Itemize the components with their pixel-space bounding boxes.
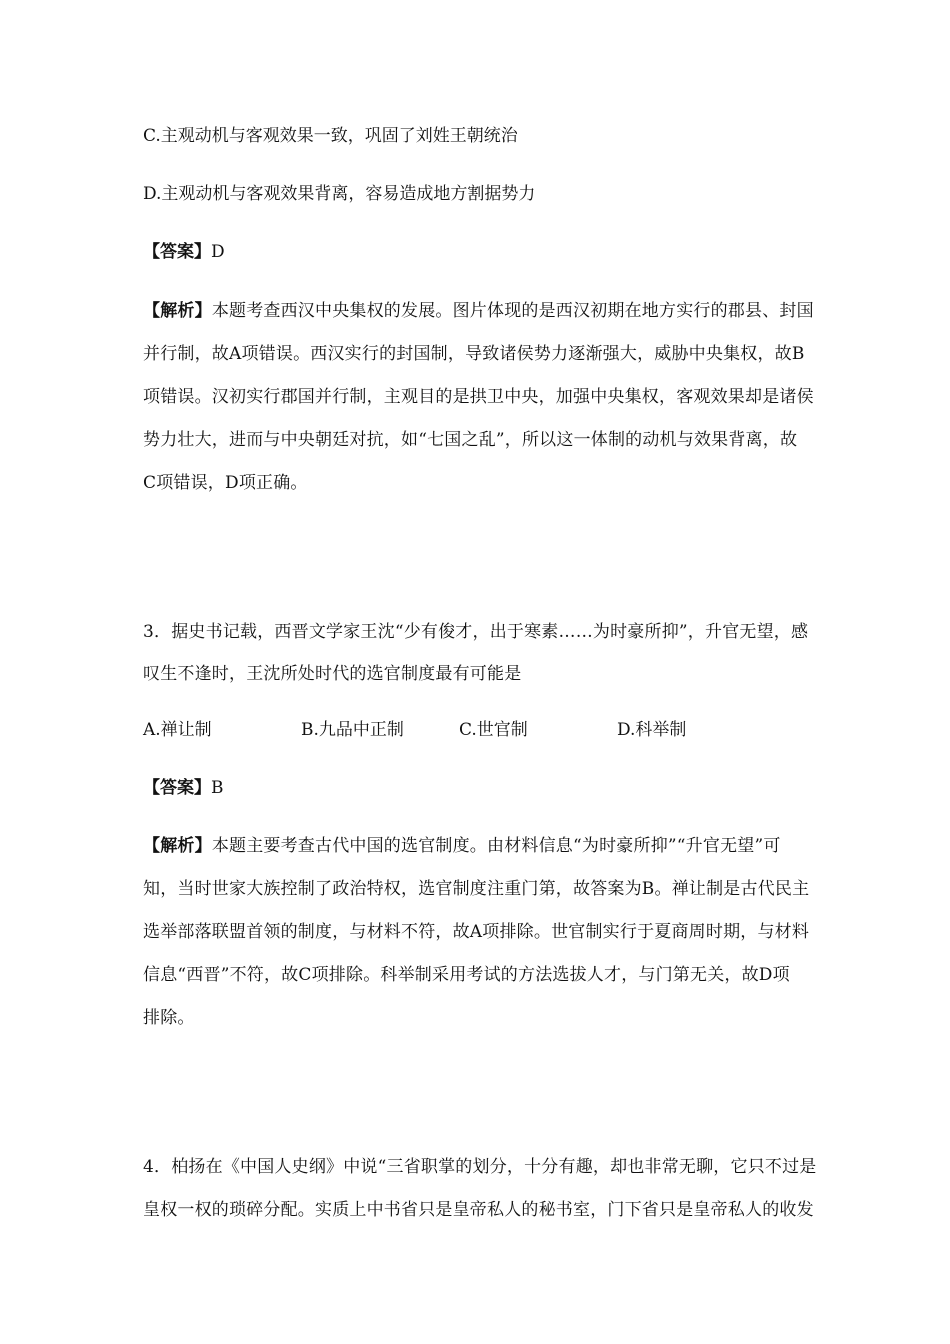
q2-analysis-line: 项错误。汉初实行郡国并行制，主观目的是拱卫中央，加强中央集权，客观效果却是诸侯 <box>143 387 814 407</box>
q3-analysis-line: 选举部落联盟首领的制度，与材料不符，故A项排除。世官制实行于夏商周时期，与材料 <box>143 922 810 942</box>
q2-option-c: C.主观动机与客观效果一致，巩固了刘姓王朝统治 <box>143 126 518 146</box>
q2-analysis-line: 【解析】本题考查西汉中央集权的发展。图片体现的是西汉初期在地方实行的郡县、封国 <box>143 301 814 321</box>
q3-answer <box>143 776 224 800</box>
q2-analysis-line: 并行制，故A项错误。西汉实行的封国制，导致诸侯势力逐渐强大，威胁中央集权，故B <box>143 344 805 364</box>
q3-stem-line: 3．据史书记载，西晋文学家王沈“少有俊才，出于寒素……为时豪所抑”，升官无望，感 <box>143 622 809 642</box>
q4-stem-line: 皇权一权的琐碎分配。实质上中书省只是皇帝私人的秘书室，门下省只是皇帝私人的收发 <box>143 1200 814 1220</box>
q3-analysis-line: 知，当时世家大族控制了政治特权，选官制度注重门第，故答案为B。禅让制是古代民主 <box>143 879 810 899</box>
q2-answer <box>143 240 225 264</box>
q2-analysis-tag: 【解析】 <box>143 301 212 321</box>
q2-analysis-line: C项错误，D项正确。 <box>143 473 308 493</box>
q3-answer-tag: 【答案】 <box>143 778 211 798</box>
q2-option-d: D.主观动机与客观效果背离，容易造成地方割据势力 <box>143 184 536 204</box>
q3-option-d: D.科举制 <box>617 720 687 740</box>
q2-analysis-line: 势力壮大，进而与中央朝廷对抗，如“七国之乱”，所以这一体制的动机与效果背离，故 <box>143 430 798 450</box>
q2-answer-value: D <box>211 242 225 262</box>
q4-stem-line: 4．柏扬在《中国人史纲》中说“三省职掌的划分，十分有趣，却也非常无聊，它只不过是 <box>143 1157 817 1177</box>
q3-stem-line: 叹生不逢时，王沈所处时代的选官制度最有可能是 <box>143 664 522 684</box>
q3-option-b: B.九品中正制 <box>301 720 404 740</box>
q3-answer-value: B <box>211 778 224 798</box>
q2-answer-tag: 【答案】 <box>143 242 211 262</box>
q3-analysis-line: 【解析】本题主要考查古代中国的选官制度。由材料信息“为时豪所抑”“升官无望”可 <box>143 836 781 856</box>
q3-option-a: A.禅让制 <box>143 720 212 740</box>
q3-analysis-tag: 【解析】 <box>143 836 212 856</box>
q3-analysis-line: 排除。 <box>143 1008 195 1028</box>
q3-option-c: C.世官制 <box>459 720 528 740</box>
q3-analysis-line: 信息“西晋”不符，故C项排除。科举制采用考试的方法选拔人才，与门第无关，故D项 <box>143 965 790 985</box>
